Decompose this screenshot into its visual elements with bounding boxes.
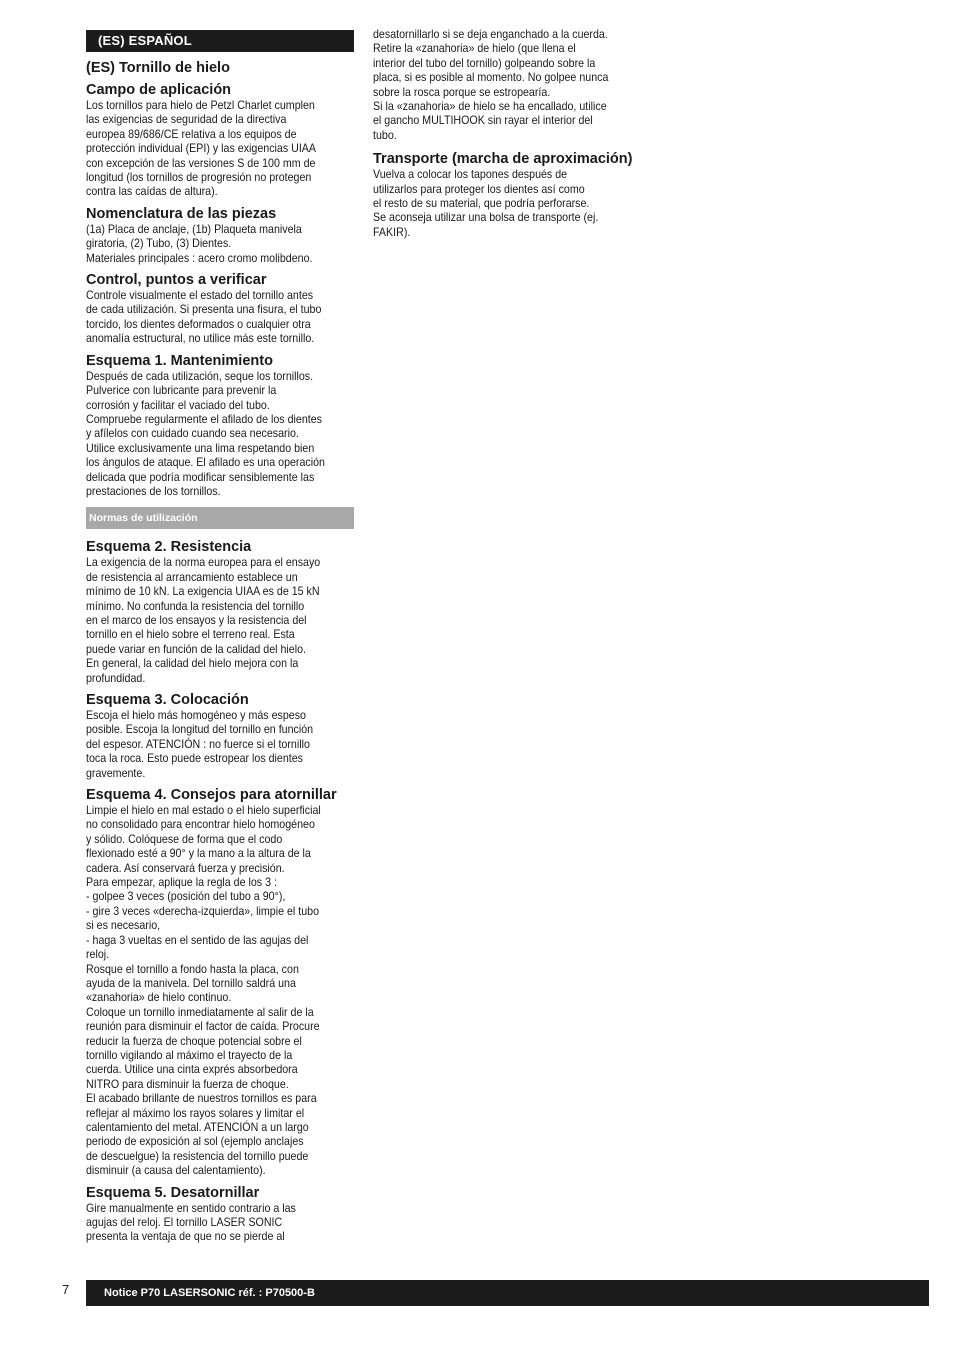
section-colocacion (86, 692, 354, 781)
section-heading: Esquema 5. Desatornillar (86, 1184, 260, 1201)
page-number: 7 (62, 1282, 70, 1297)
section-body: Después de cada utilización, seque los tornillos. Pulverice con lubricante para prevenir la corrosión y facilitar el vaciado del tubo. Compruebe regularmente el afilado de los dientes y afílelos con cuidado cuando sea necesario. Utilice exclusivamente una lima respetando bien los ángulos de ataque. El afilado es una operación delicada que podría modificar sensiblemente las prestaciones de los tornillos. (86, 369, 325, 498)
section-body: Escoja el hielo más homogéneo y más espeso posible. Escoja la longitud del tornillo en función del espesor. ATENCIÓN : no fuerce si el tornillo toca la roca. Esto puede estropear los dientes gravemente. (86, 709, 314, 780)
section-body: Gire manualmente en sentido contrario a las agujas del reloj. El tornillo LASER SONIC presenta la ventaja de que no se pierde al (86, 1201, 296, 1244)
left-column (86, 60, 354, 1251)
section-heading: Esquema 1. Mantenimiento (86, 352, 273, 369)
section-heading: Esquema 3. Colocación (86, 692, 249, 708)
section-heading: Control, puntos a verificar (86, 272, 267, 289)
right-column (373, 28, 643, 246)
section-control (86, 272, 354, 347)
normas-section-bar: Normas de utilización (86, 507, 354, 529)
section-transporte (373, 151, 643, 240)
document-title: (ES) Tornillo de hielo (86, 60, 230, 76)
section-body: Vuelva a colocar los tapones después de utilizarlos para proteger los dientes así como el resto de su material, que podría perforarse. Se aconseja utilizar una bolsa de transporte (ej. FAKIR). (373, 168, 599, 239)
section-body: Limpie el hielo en mal estado o el hielo superficial no consolidado para encontrar hielo homogéneo y sólido. Colóquese de forma que el codo flexionado esté a 90° y la mano a la altura de la cadera. Así conservará fuerza y precisión. Para empezar, aplique la regla de los 3 : - golpee 3 veces (posición del tubo a 90°), - gire 3 veces «derecha-izquierda», limpie el tubo si es necesario, - haga 3 vueltas en el sentido de las agujas del reloj. Rosque el tornillo a fondo hasta la placa, con ayuda de la manivela. Del tornillo saldrá una «zanahoria» de hielo continuo. Coloque un tornillo inmediatamente al salir de la reunión para disminuir el factor de caída. Procure reducir la fuerza de choque potencial sobre el tornillo vigilando al máximo el trayecto de la cuerda. Utilice una cinta exprés absorbedora NITRO para disminuir la fuerza de choque. El acabado brillante de nuestros tornillos es para reflejar al máximo los rayos solares y limitar el calentamiento del metal. ATENCIÓN a un largo periodo de exposición al sol (ejemplo anclajes de descuelgue) la resistencia del tornillo puede disminuir (a causa del calentamiento). (86, 804, 321, 1178)
section-heading: Nomenclatura de las piezas (86, 205, 277, 222)
language-header-bar: (ES) ESPAÑOL (86, 30, 354, 52)
section-heading: Transporte (marcha de aproximación) (373, 151, 633, 168)
desatornillar-continuation (373, 28, 643, 143)
footer-notice-bar: Notice P70 LASERSONIC réf. : P70500-B (86, 1280, 929, 1306)
section-desatornillar (86, 1185, 354, 1245)
section-body: Controle visualmente el estado del tornillo antes de cada utilización. Si presenta una fisura, el tubo torcido, los dientes deformados o cualquier otra anomalía estructural, no utilice más este tornillo. (86, 289, 322, 346)
section-body: La exigencia de la norma europea para el ensayo de resistencia al arrancamiento establece un mínimo de 10 kN. La exigencia UIAA es de 15 kN mínimo. No confunda la resistencia del tornillo en el marco de los ensayos y la resistencia del tornillo en el hielo sobre el terreno real. Esta puede variar en función de la calidad del hielo. En general, la calidad del hielo mejora con la profundidad. (86, 556, 321, 685)
section-body: desatornillarlo si se deja enganchado a la cuerda. Retire la «zanahoria» de hielo (que llena el interior del tubo del tornillo) golpeando sobre la placa, si es posible al momento. No golpee nunca sobre la rosca porque se estropearía. Si la «zanahoria» de hielo se ha encallado, utilice el gancho MULTIHOOK sin rayar el interior del tubo. (373, 28, 609, 142)
section-nomenclatura (86, 206, 354, 266)
section-campo-aplicacion (86, 82, 354, 200)
section-heading: Esquema 2. Resistencia (86, 539, 252, 556)
section-consejos-atornillar (86, 787, 354, 1179)
section-mantenimiento (86, 353, 354, 500)
section-resistencia (86, 539, 354, 686)
section-heading: Campo de aplicación (86, 82, 232, 98)
section-body: (1a) Placa de anclaje, (1b) Plaqueta manivela giratoria, (2) Tubo, (3) Dientes. Materiales principales : acero cromo molibdeno. (86, 222, 313, 265)
section-body: Los tornillos para hielo de Petzl Charlet cumplen las exigencias de seguridad de la directiva europea 89/686/CE relativa a los equipos de protección individual (EPI) y las exigencias UIAA con excepción de las versiones S de 100 mm de longitud (los tornillos de progresión no protegen contra las caídas de altura). (86, 99, 317, 199)
section-heading: Esquema 4. Consejos para atornillar (86, 787, 337, 804)
document-title-block (86, 60, 354, 77)
